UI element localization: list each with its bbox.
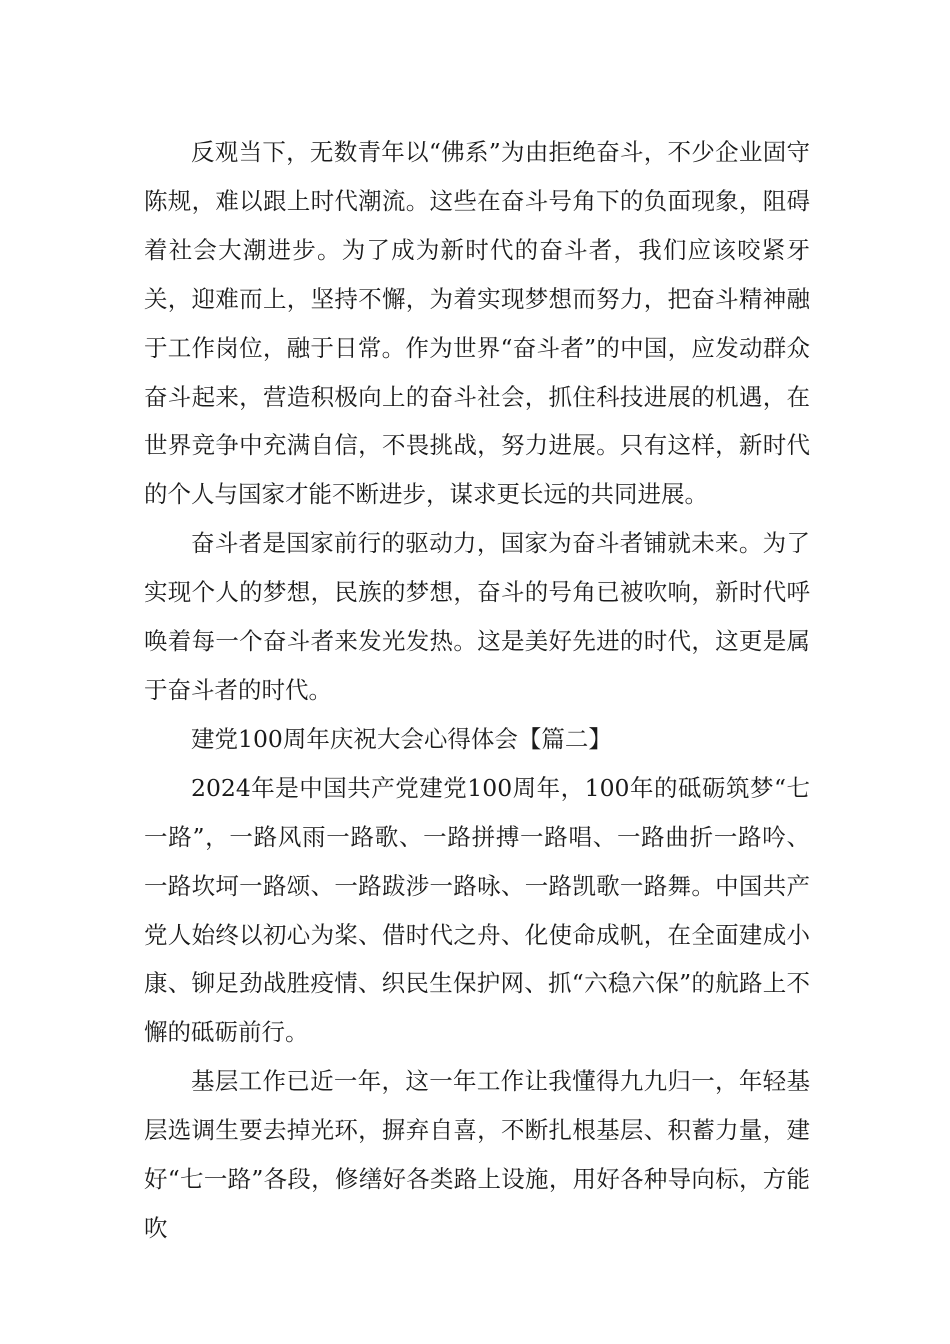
paragraph-4: 基层工作已近一年，这一年工作让我懂得九九归一，年轻基层选调生要去掉光环，摒弃自喜，不断扎根基层、积蓄力量，建好“七一路”各段，修缮好各类路上设施，用好各种导向标，方能吹 <box>144 1067 810 1242</box>
section-heading: 建党100周年庆祝大会心得体会【篇二】 <box>191 724 612 753</box>
paragraph-3: 2024年是中国共产党建党100周年，100年的砥砺筑梦“七一路”，一路风雨一路歌、一路拼搏一路唱、一路曲折一路吟、一路坎坷一路颂、一路跋涉一路咏、一路凯歌一路舞。中国共产党人始终以初心为桨、借时代之舟、化使命成帆，在全面建成小康、铆足劲战胜疫情、织民生保护网、抓“六稳六保”的航路上不懈的砥砺前行。 <box>144 773 810 1047</box>
paragraph-2: 奋斗者是国家前行的驱动力，国家为奋斗者铺就未来。为了实现个人的梦想，民族的梦想，奋斗的号角已被吹响，新时代呼唤着每一个奋斗者来发光发热。这是美好先进的时代，这更是属于奋斗者的时代。 <box>144 529 810 704</box>
paragraph-1: 反观当下，无数青年以“佛系”为由拒绝奋斗，不少企业固守陈规，难以跟上时代潮流。这些在奋斗号角下的负面现象，阻碍着社会大潮进步。为了成为新时代的奋斗者，我们应该咬紧牙关，迎难而上，坚持不懈，为着实现梦想而努力，把奋斗精神融于工作岗位，融于日常。作为世界“奋斗者”的中国，应发动群众奋斗起来，营造积极向上的奋斗社会，抓住科技进展的机遇，在世界竞争中充满自信，不畏挑战，努力进展。只有这样，新时代的个人与国家才能不断进步，谋求更长远的共同进展。 <box>144 138 810 509</box>
document-body <box>144 128 810 1253</box>
